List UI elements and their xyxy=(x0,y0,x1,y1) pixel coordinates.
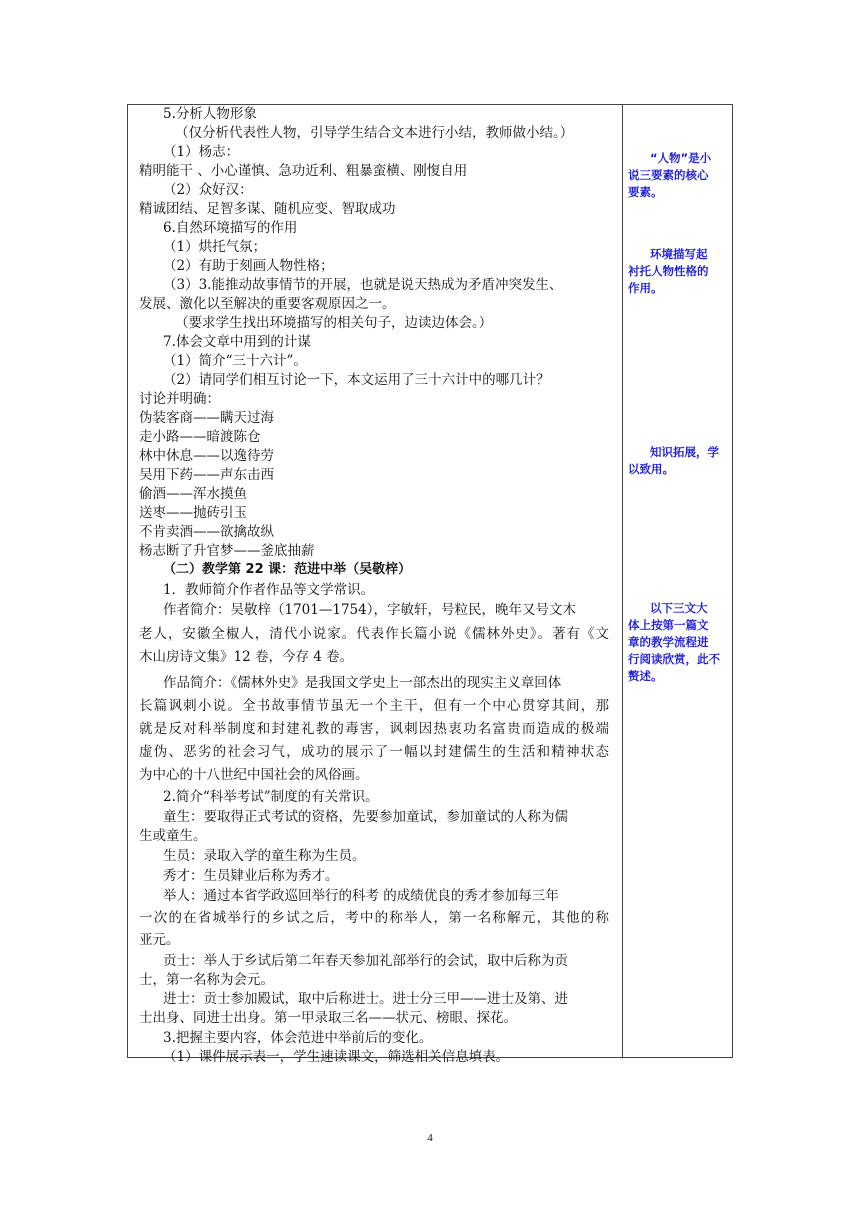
side-note xyxy=(628,246,732,297)
text-line: 贡士：举人于乡试后第二年春天参加礼部举行的会试，取中后称为贡 xyxy=(163,953,568,969)
text-line: 秀才：生员肄业后称为秀才。 xyxy=(163,868,339,884)
text-line: 生或童生。 xyxy=(139,828,207,844)
text-line: （1）简介“三十六计”。 xyxy=(163,353,307,369)
text-line: 讨论并明确： xyxy=(139,391,220,407)
text-line: 发展、激化以至解决的重要客观原因之一。 xyxy=(139,296,396,312)
text-line: 木山房诗文集》12 卷，今存 4 卷。 xyxy=(139,649,354,665)
column-divider xyxy=(622,105,623,1057)
text-line: 不肯卖酒——欲擒故纵 xyxy=(139,524,274,540)
text-line: 虚伪、恶劣的社会习气，成功的展示了一幅以封建儒生的生活和精神状态 xyxy=(139,744,609,760)
side-note-line: 体上按第一篇文 xyxy=(628,618,709,632)
text-line: 吴用下药——声东击西 xyxy=(139,467,274,483)
text-line: 进士：贡士参加殿试，取中后称进士。进士分三甲——进士及第、进 xyxy=(163,991,568,1007)
text-line: 一次的在省城举行的乡试之后，考中的称举人，第一名称解元，其他的称 xyxy=(139,910,609,926)
side-note-line: 说三要素的核心 xyxy=(628,168,709,182)
text-line: 举人：通过本省学政巡回举行的科考 的成绩优良的秀才参加每三年 xyxy=(163,888,559,904)
text-line: 生员：录取入学的童生称为生员。 xyxy=(163,848,366,864)
text-line: 童生：要取得正式考试的资格，先要参加童试，参加童试的人称为儒 xyxy=(163,809,568,825)
text-line: 为中心的十八世纪中国社会的风俗画。 xyxy=(139,767,369,783)
text-line: （二）教学第 22 课：范进中举（吴敬梓） xyxy=(163,562,412,577)
text-line: 6.自然环境描写的作用 xyxy=(163,220,298,236)
side-note-line: 行阅读欣赏，此不 xyxy=(628,652,720,666)
text-line: 作品简介：《儒林外史》是我国文学史上一部杰出的现实主义章回体 xyxy=(163,675,562,691)
text-line: 士出身、同进士出身。第一甲录取三名——状元、榜眼、探花。 xyxy=(139,1010,517,1026)
text-line: （1）课件展示表一，学生速读课文，筛选相关信息填表。 xyxy=(163,1049,510,1065)
text-line: （2）有助于刻画人物性格； xyxy=(163,258,334,274)
text-line: 老人，安徽全椒人，清代小说家。代表作长篇小说《儒林外史》。著有《文 xyxy=(139,626,609,642)
text-line: 精明能干 、小心谨慎、急功近利、粗暴蛮横、刚愎自用 xyxy=(139,163,468,179)
side-note-line: 环境描写起 xyxy=(650,247,708,261)
side-note-line: 衬托人物性格的 xyxy=(628,264,709,278)
text-line: 作者简介：吴敬梓（1701—1754），字敏轩，号粒民，晚年又号文木 xyxy=(163,602,576,618)
text-line: （3）3.能推动故事情节的开展，也就是说天热成为矛盾冲突发生、 xyxy=(163,277,563,293)
text-line: 林中休息——以逸待劳 xyxy=(139,448,274,464)
side-note-line: 章的教学流程进 xyxy=(628,635,709,649)
text-line: 3.把握主要内容，体会范进中举前后的变化。 xyxy=(163,1030,433,1046)
text-line: 士，第一名称为会元。 xyxy=(139,972,274,988)
text-line: 5.分析人物形象 xyxy=(163,106,257,122)
text-line: （仅分析代表性人物，引导学生结合文本进行小结，教师做小结。） xyxy=(175,125,574,141)
side-note-line: 作用。 xyxy=(628,281,663,295)
text-line: 杨志断了升官梦——釜底抽薪 xyxy=(139,543,315,559)
text-line: 就是反对科举制度和封建礼教的毒害，讽刺因热衷功名富贵而造成的极端 xyxy=(139,721,609,737)
side-note xyxy=(628,150,732,201)
text-line: 2.简介“科举考试”制度的有关常识。 xyxy=(163,789,379,805)
text-line: 长篇讽刺小说。全书故事情节虽无一个主干，但有一个中心贯穿其间，那 xyxy=(139,698,609,714)
side-note-line: 知识拓展，学 xyxy=(650,445,719,459)
text-line: 送枣——抛砖引玉 xyxy=(139,505,247,521)
lesson-table xyxy=(127,104,733,1065)
side-note-line: “人物”是小 xyxy=(650,151,712,165)
side-note xyxy=(628,600,732,685)
text-line: （2）众好汉： xyxy=(163,182,253,198)
text-line: 走小路——暗渡陈仓 xyxy=(139,429,261,445)
side-note xyxy=(628,444,732,478)
text-line: （要求学生找出环境描写的相关句子，边读边体会。） xyxy=(175,315,493,331)
text-line: 偷酒——浑水摸鱼 xyxy=(139,486,247,502)
text-line: 7.体会文章中用到的计谋 xyxy=(163,334,311,350)
text-line: 亚元。 xyxy=(139,932,180,948)
side-note-line: 以下三文大 xyxy=(650,601,708,615)
side-note-line: 要素。 xyxy=(628,185,663,199)
text-line: 1．教师简介作者作品等文学常识。 xyxy=(163,582,375,598)
text-line: （1）烘托气氛； xyxy=(163,239,267,255)
side-note-line: 以致用。 xyxy=(628,462,674,476)
text-line: 伪装客商——瞒天过海 xyxy=(139,410,274,426)
page-number: 4 xyxy=(427,1132,433,1144)
text-line: （1）杨志： xyxy=(163,144,240,160)
text-line: 精诚团结、足智多谋、随机应变、智取成功 xyxy=(139,201,396,217)
side-note-line: 赘述。 xyxy=(628,669,663,683)
text-line: （2）请同学们相互讨论一下，本文运用了三十六计中的哪几计？ xyxy=(163,372,550,388)
